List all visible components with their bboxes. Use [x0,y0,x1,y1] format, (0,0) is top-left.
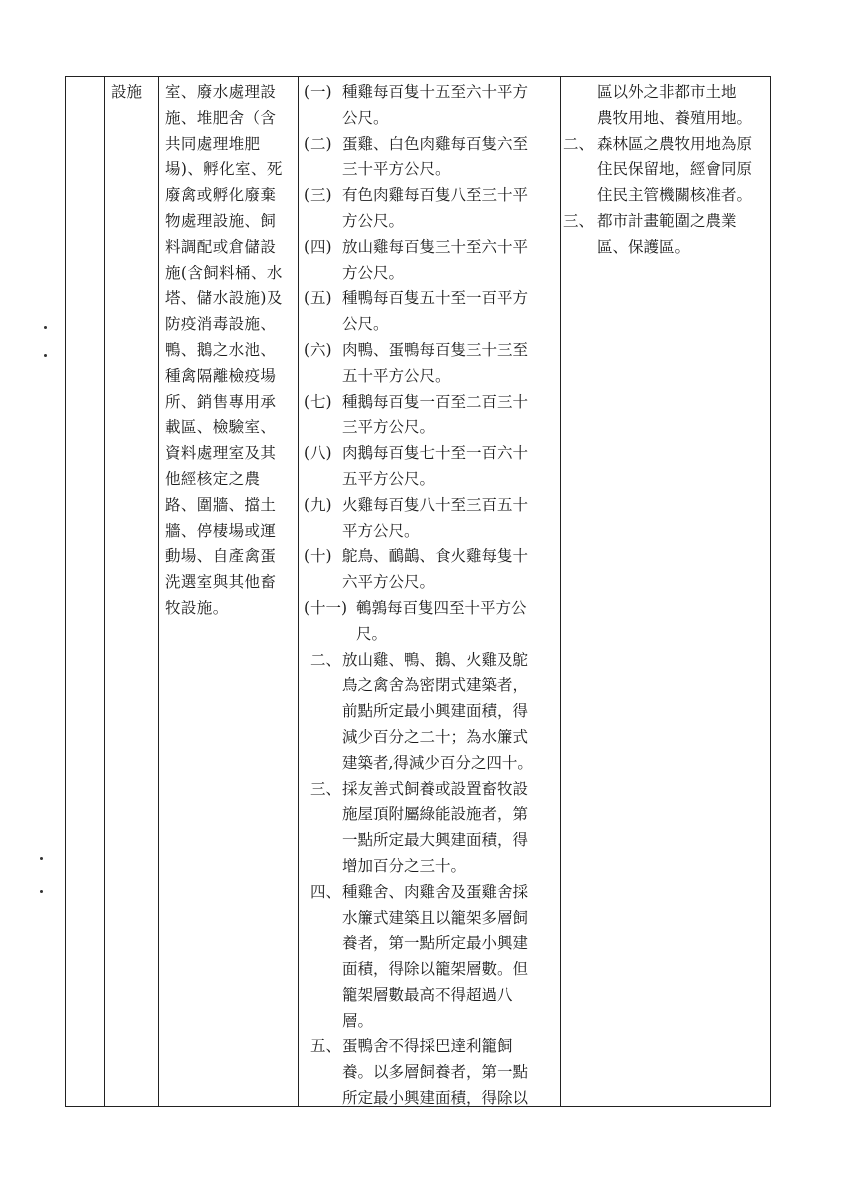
standard-item-line: 有色肉雞每百隻八至三十平 [342,186,529,205]
standard-item-label: (三) [304,186,332,205]
table-column-divider [298,76,299,1107]
standard-item-text [342,235,556,287]
standard-item-text [342,493,556,545]
standard-item-line: 放山雞每百隻三十至六十平 [342,237,529,256]
facility-text-line: 路、圍牆、擋土 [165,495,277,514]
standard-item [304,390,556,442]
facility-text-line: 塔、儲水設施)及 [165,289,283,308]
standard-item [304,596,556,648]
land-item-line: 住民主管機關核准者。 [597,186,753,205]
standard-item [304,493,556,545]
standard-item-text [342,338,556,390]
standard-item-line: 層。 [342,1011,374,1030]
land-item-label: 三、 [563,211,595,230]
standard-item-label: (九) [304,495,332,514]
standard-item [304,441,556,493]
standard-item-line: 肉鴨、蛋鴨每百隻三十三至 [342,340,529,359]
standard-item-label: 五、 [310,1037,342,1056]
standard-item-label: (十一) [304,598,348,617]
facility-text-line: 牧設施。 [165,598,229,617]
standard-item-label: (六) [304,340,332,359]
standard-item-line: 公尺。 [342,315,389,334]
standard-item [304,235,556,287]
standard-item-text [342,544,556,596]
standard-item-label: (五) [304,289,332,308]
standard-item-line: 前點所定最小興建面積，得 [342,702,529,721]
standard-item [304,1034,556,1111]
facility-list-cell [165,80,293,622]
land-item-label [563,80,597,132]
facility-text-line: 種禽隔離檢疫場 [165,366,277,385]
standard-item-text [342,880,556,1035]
facility-text-line: 室、廢水處理設 [165,83,277,101]
standard-item-label: 四、 [310,882,342,901]
standard-item-line: 種雞每百隻十五至六十平方 [342,83,529,101]
standard-item-text [342,441,556,493]
standard-item-text [342,132,556,184]
land-item-text [597,80,752,132]
standard-item-line: 蛋雞、白色肉雞每百隻六至 [342,134,529,153]
land-item [563,209,767,261]
standard-item-line: 增加百分之三十。 [342,856,467,875]
standard-item-line: 火雞每百隻八十至三百五十 [342,495,529,514]
facility-text-line: 牆、停棲場或運 [165,521,277,540]
standard-item-text [342,390,556,442]
standard-item-text [342,286,556,338]
standard-item-text [342,183,556,235]
standard-item [304,80,556,132]
standard-item-line: 蛋鴨舍不得採巴達利籠飼 [342,1037,513,1056]
standard-item [304,880,556,1035]
standard-item-line: 建築者,得減少百分之四十。 [342,753,533,772]
standard-item-line: 籠架層數最高不得超過八 [342,985,513,1004]
facility-text-line: 資料處理室及其 [165,444,277,463]
land-item-line: 森林區之農牧用地為原 [597,134,753,153]
standard-item-line: 方公尺。 [342,211,405,230]
standard-item-line: 種雞舍、肉雞舍及蛋雞舍採 [342,882,529,901]
standard-item-line: 三平方公尺。 [342,418,436,437]
table-column-divider [158,76,159,1107]
standard-item [304,132,556,184]
standard-item-line: 面積，得除以籠架層數。但 [342,960,529,979]
facility-text-line: 廢禽或孵化廢棄 [165,186,277,205]
standard-item-text [356,596,556,648]
standard-item-text [342,1034,556,1111]
category-cell [111,80,153,106]
standard-item [304,183,556,235]
facility-text-line: 物處理設施、飼 [165,211,277,230]
standard-item-line: 鴕鳥、鴯鶓、食火雞每隻十 [342,547,529,566]
land-use-cell [563,80,767,261]
facility-text-line: 所、銷售專用承 [165,392,277,411]
standard-item-label: (十) [304,547,332,566]
standard-item-label: 二、 [310,650,342,669]
standard-item-line: 尺。 [356,624,388,643]
standard-item-line: 方公尺。 [342,263,405,282]
standard-item-line: 種鴨每百隻五十至一百平方 [342,289,529,308]
standard-item-line: 放山雞、鴨、鵝、火雞及鴕 [342,650,529,669]
facility-text-line: 防疫消毒設施、 [165,315,277,334]
scan-speck [44,354,47,357]
standard-item-label: (二) [304,134,332,153]
category-label: 設施 [111,83,143,101]
standard-item [304,777,556,880]
facility-text-line: 共同處理堆肥 [165,134,261,153]
standard-item [304,544,556,596]
standard-item-line: 採友善式飼養或設置畜牧設 [342,779,529,798]
standard-item-line: 所定最小興建面積，得除以 [342,1089,529,1108]
facility-text-line: 場)、孵化室、死 [165,160,283,179]
table-column-divider [560,76,561,1107]
standard-item-line: 一點所定最大興建面積，得 [342,831,529,850]
scan-speck [44,326,47,329]
standard-item-line: 鳥之禽舍為密閉式建築者， [342,676,529,695]
land-item [563,132,767,209]
standard-item-line: 施屋頂附屬綠能設施者，第 [342,805,529,824]
land-item-line: 區以外之非都市土地 [597,83,737,101]
standard-item [304,338,556,390]
land-item-text [597,209,737,261]
land-item-label: 二、 [563,134,595,153]
scan-speck [40,857,43,860]
standard-item-line: 五平方公尺。 [342,469,436,488]
area-standard-cell [304,80,556,1112]
standard-item-text [342,80,556,132]
facility-text-line: 料調配或倉儲設 [165,237,277,256]
land-item [563,80,767,132]
land-item-line: 都市計畫範圍之農業 [597,211,737,230]
standard-item-label: (八) [304,444,332,463]
standard-item-line: 減少百分之二十；為水簾式 [342,727,529,746]
facility-text-line: 洗選室與其他畜 [165,573,277,592]
standard-item-label: (七) [304,392,332,411]
standard-item-label: (一) [304,83,332,101]
standard-item [304,286,556,338]
standard-item-line: 平方公尺。 [342,521,420,540]
standard-item-text [342,648,556,777]
standard-item-text [342,777,556,880]
standard-item-line: 公尺。 [342,108,389,127]
standard-item-line: 肉鵝每百隻七十至一百六十 [342,444,529,463]
standard-item-line: 養者，第一點所定最小興建 [342,934,529,953]
standard-item-line: 水簾式建築且以籠架多層飼 [342,908,529,927]
facility-text-line: 施、堆肥舍（含 [165,108,277,127]
standard-item-line: 種鵝每百隻一百至二百三十 [342,392,529,411]
standard-item-line: 鵪鶉每百隻四至十平方公 [356,598,527,617]
table-column-divider [104,76,105,1107]
land-item-line: 農牧用地、養殖用地。 [597,108,753,127]
facility-text-line: 施(含飼料桶、水 [165,263,283,282]
land-item-line: 住民保留地，經會同原 [597,160,753,179]
facility-text-line: 載區、檢驗室、 [165,418,277,437]
facility-text-line: 鴨、鵝之水池、 [165,340,277,359]
scan-speck [40,890,43,893]
land-item-line: 區、保護區。 [597,237,691,256]
standard-item-line: 六平方公尺。 [342,573,436,592]
facility-text-line: 他經核定之農 [165,469,261,488]
land-item-text [597,132,752,209]
facility-text-line: 動場、自產禽蛋 [165,547,277,566]
standard-item-line: 五十平方公尺。 [342,366,451,385]
standard-item [304,648,556,777]
standard-item-line: 三十平方公尺。 [342,160,451,179]
standard-item-label: (四) [304,237,332,256]
standard-item-line: 養。以多層飼養者，第一點 [342,1063,529,1082]
standard-item-label: 三、 [310,779,342,798]
